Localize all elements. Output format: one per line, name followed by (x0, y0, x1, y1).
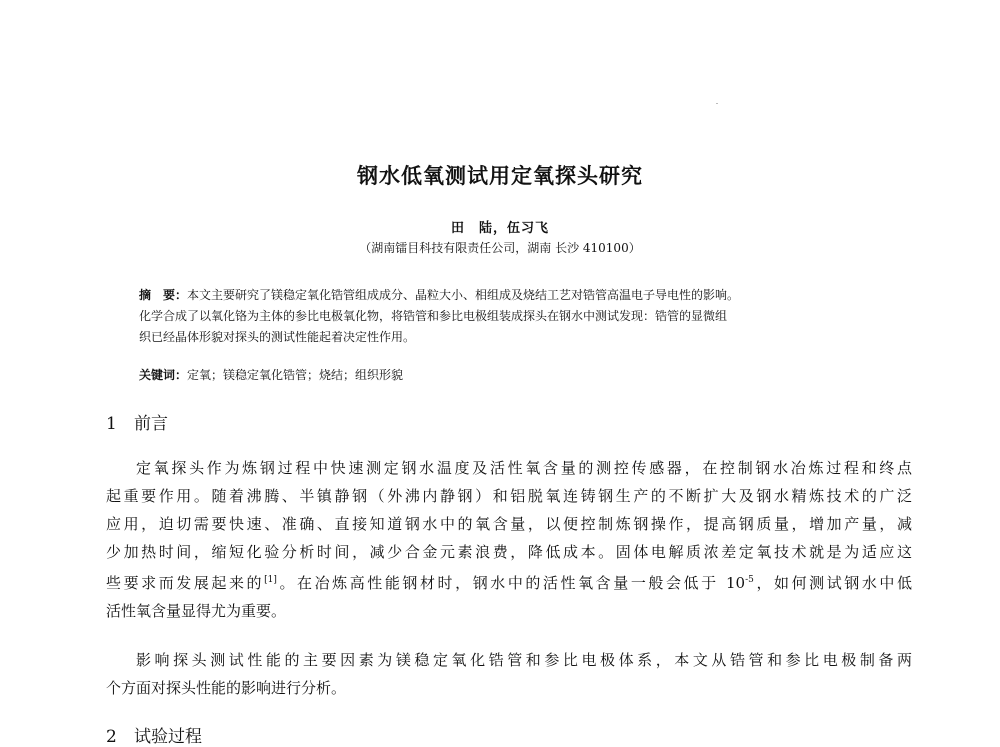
abstract-line: 织已经晶体形貌对探头的测试性能起着决定性作用。 (139, 330, 416, 344)
paragraph-line: 少加热时间，缩短化验分析时间，减少合金元素浪费，降低成本。固体电解质浓差定氧技术就是为适应这 (106, 543, 912, 561)
section-title: 前言 (134, 414, 168, 434)
intro-paragraph-1 (106, 454, 912, 625)
intro-paragraph-2 (106, 646, 912, 702)
keywords-text: 定氧；镁稳定氧化锆管；烧结；组织形貌 (187, 368, 404, 382)
abstract-label: 摘 要： (139, 288, 188, 302)
keywords (139, 366, 403, 383)
paragraph-line: 起重要作用。随着沸腾、半镇静钢（外沸内静钢）和铝脱氧连铸钢生产的不断扩大及钢水精炼技术的广泛 (106, 487, 912, 505)
section-heading-introduction (106, 409, 168, 434)
paragraph-line: 些要求而发展起来的[1]。在冶炼高性能钢材时，钢水中的活性氧含量一般会低于 $10^{-5}$，如何测试钢水中低 (106, 574, 912, 592)
abstract (139, 285, 879, 348)
paragraph-line: 活性氧含量显得尤为重要。 (106, 602, 287, 620)
paragraph-line: 应用，迫切需要快速、准确、直接知道钢水中的氧含量，以便控制炼钢操作，提高钢质量，增加产量，减 (106, 515, 912, 533)
abstract-line: 摘 要：本文主要研究了镁稳定氧化锆管组成成分、晶粒大小、相组成及烧结工艺对锆管高温电子导电性的影响。 (139, 288, 740, 302)
section-number: 2 (106, 727, 117, 747)
scan-speck (716, 103, 718, 104)
citation-ref: [1] (264, 575, 277, 585)
paragraph-line: 影响探头测试性能的主要因素为镁稳定氧化锆管和参比电极体系，本文从锆管和参比电极制备两 (136, 651, 912, 669)
exponent: -5 (745, 575, 754, 585)
paragraph-line: 定氧探头作为炼钢过程中快速测定钢水温度及活性氧含量的测控传感器，在控制钢水冶炼过程和终点 (136, 459, 912, 477)
abstract-line: 化学合成了以氧化铬为主体的参比电极氧化物，将锆管和参比电极组装成探头在钢水中测试发现：锆管的显微组 (139, 309, 728, 323)
section-heading-experiment (106, 722, 202, 747)
paper-title: 钢水低氧测试用定氧探头研究 (357, 164, 643, 188)
paper-authors: 田 陆，伍习飞 (450, 221, 549, 236)
paragraph-line: 个方面对探头性能的影响进行分析。 (106, 679, 347, 697)
section-title: 试验过程 (134, 727, 202, 747)
keywords-label: 关键词： (139, 368, 188, 382)
section-number: 1 (106, 414, 117, 434)
paper-affiliation: （湖南镭目科技有限责任公司，湖南 长沙 410100） (359, 241, 641, 255)
